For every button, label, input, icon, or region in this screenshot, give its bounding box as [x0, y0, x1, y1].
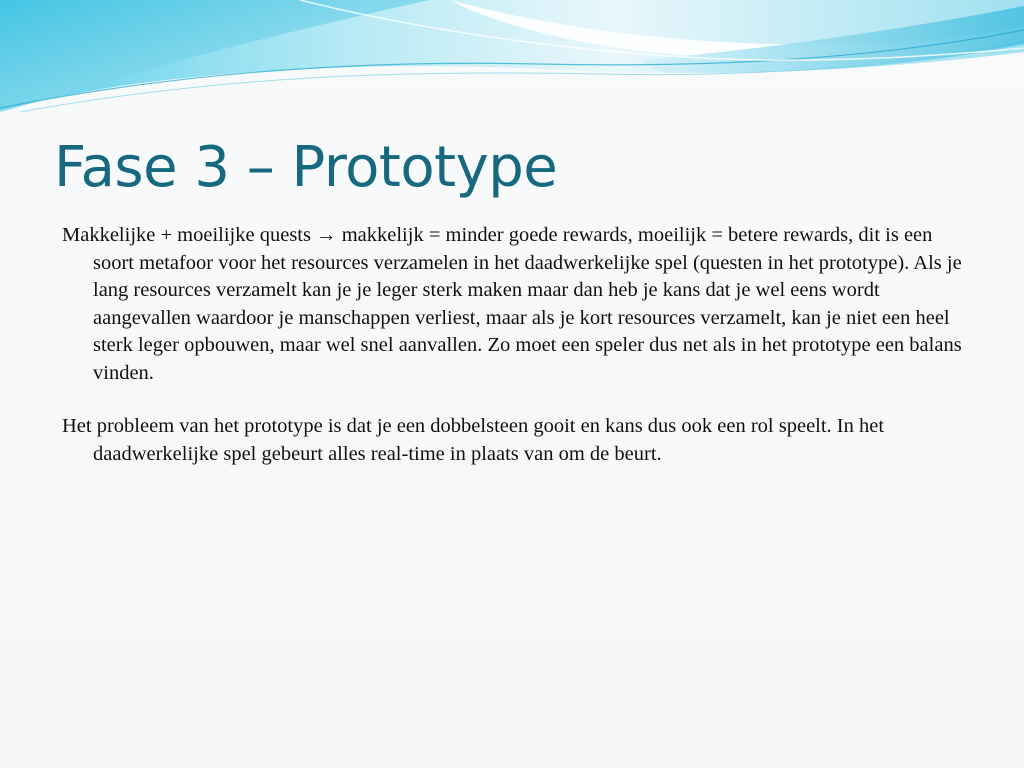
body-paragraph-1: Makkelijke + moeilijke quests → makkelijk = minder goede rewards, moeilijk = betere rewards, dit is een soort metafoor voor het resources verzamelen in het daadwerkelijke spel (questen in het prototype). Als je lang resources verzamelt kan je je leger sterk maken maar dan heb je kans dat je wel eens wordt aangevallen waardoor je manschappen verliest, maar als je kort resources verzamelt, kan je niet een heel sterk leger opbouwen, maar wel snel aanvallen. Zo moet een speler dus net als in het prototype een balans vinden. — [62, 224, 962, 384]
slide-body — [62, 222, 967, 494]
slide-title: Fase 3 – Prototype — [54, 135, 558, 200]
body-paragraph-2: Het probleem van het prototype is dat je een dobbelsteen gooit en kans dus ook een rol speelt. In het daadwerkelijke spel gebeurt alles real-time in plaats van om de beurt. — [62, 415, 885, 465]
header-wave-decoration — [0, 0, 1024, 130]
